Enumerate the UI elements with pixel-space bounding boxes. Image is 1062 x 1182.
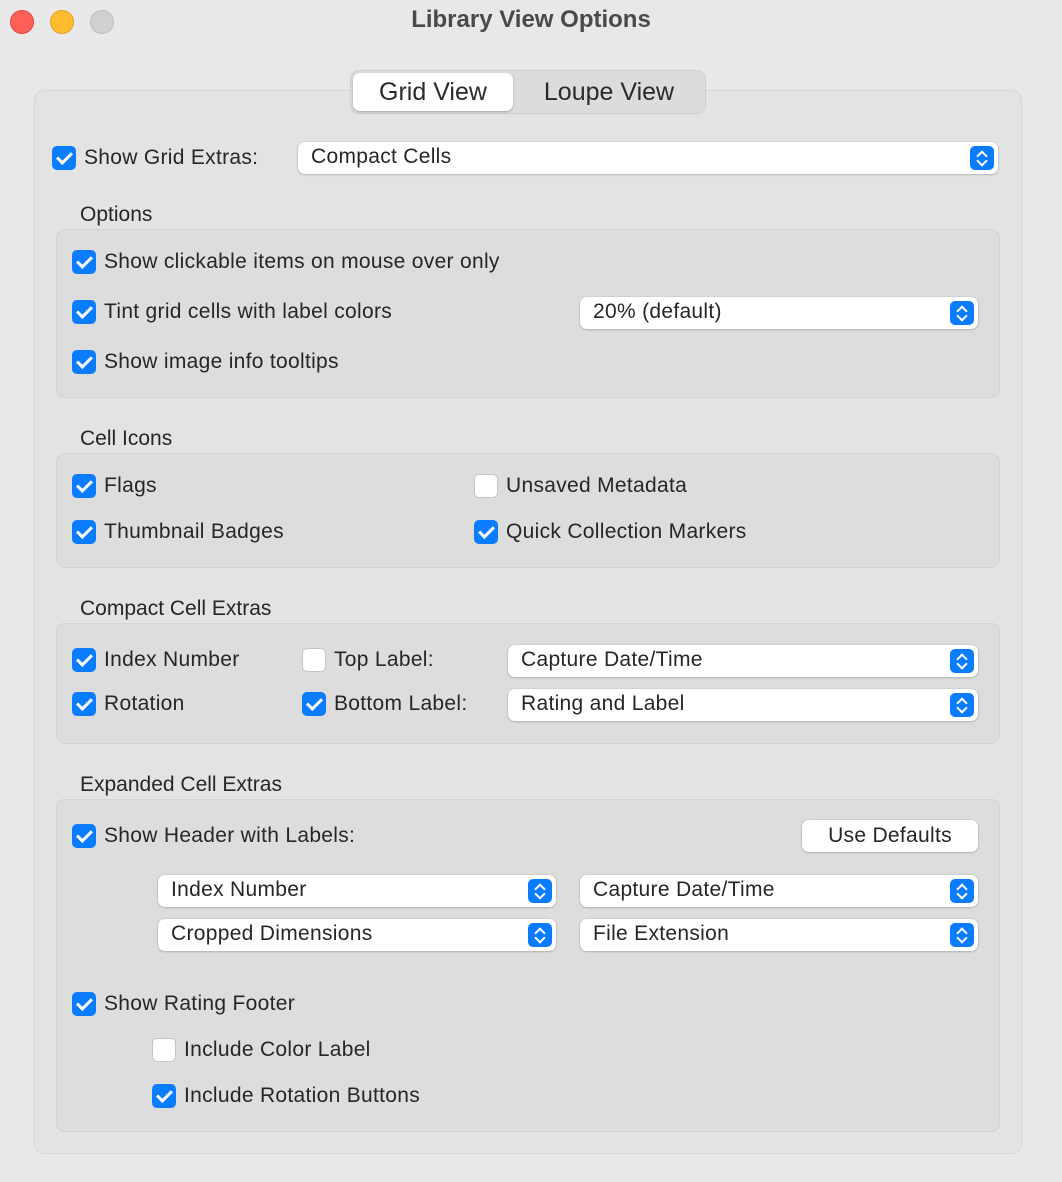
- show-header-label: Show Header with Labels:: [104, 824, 356, 847]
- bottom-label-label: Bottom Label:: [334, 692, 468, 715]
- rating-footer-label: Show Rating Footer: [104, 992, 295, 1015]
- header-label-1-select[interactable]: [158, 875, 556, 907]
- quick-collection-checkbox[interactable]: [474, 520, 498, 544]
- header-label-3-value: Cropped Dimensions: [171, 922, 373, 945]
- top-label-label: Top Label:: [334, 648, 434, 671]
- grid-extras-select-value: Compact Cells: [311, 145, 452, 168]
- flags-label: Flags: [104, 474, 157, 497]
- unsaved-metadata-label: Unsaved Metadata: [506, 474, 688, 497]
- tab-loupe-view[interactable]: Loupe View: [543, 78, 675, 106]
- top-label-select-value: Capture Date/Time: [521, 648, 703, 671]
- include-color-label-checkbox[interactable]: [152, 1038, 176, 1062]
- show-grid-extras-label: Show Grid Extras:: [84, 146, 259, 169]
- index-number-checkbox[interactable]: [72, 648, 96, 672]
- grid-extras-select[interactable]: [298, 142, 998, 174]
- chevron-updown-icon: [970, 146, 994, 170]
- compact-extras-section-title: Compact Cell Extras: [80, 597, 272, 620]
- header-label-2-value: Capture Date/Time: [593, 878, 775, 901]
- header-label-4-value: File Extension: [593, 922, 730, 945]
- chevron-updown-icon: [950, 301, 974, 325]
- tab-grid-view[interactable]: Grid View: [353, 73, 513, 111]
- view-tabs: [350, 70, 706, 114]
- chevron-updown-icon: [950, 923, 974, 947]
- quick-collection-label: Quick Collection Markers: [506, 520, 747, 543]
- tint-cells-checkbox[interactable]: [72, 300, 96, 324]
- header-label-4-select[interactable]: [580, 919, 978, 951]
- top-label-select[interactable]: [508, 645, 978, 677]
- clickable-items-label: Show clickable items on mouse over only: [104, 250, 500, 273]
- bottom-label-select[interactable]: [508, 689, 978, 721]
- image-tooltips-checkbox[interactable]: [72, 350, 96, 374]
- header-label-2-select[interactable]: [580, 875, 978, 907]
- chevron-updown-icon: [950, 879, 974, 903]
- include-rotation-buttons-checkbox[interactable]: [152, 1084, 176, 1108]
- image-tooltips-label: Show image info tooltips: [104, 350, 339, 373]
- tint-amount-select-value: 20% (default): [593, 300, 722, 323]
- bottom-label-checkbox[interactable]: [302, 692, 326, 716]
- clickable-items-checkbox[interactable]: [72, 250, 96, 274]
- chevron-updown-icon: [950, 649, 974, 673]
- chevron-updown-icon: [950, 693, 974, 717]
- options-section-title: Options: [80, 203, 153, 226]
- title-bar: [0, 0, 1062, 46]
- tint-amount-select[interactable]: [580, 297, 978, 329]
- flags-checkbox[interactable]: [72, 474, 96, 498]
- expanded-extras-section-title: Expanded Cell Extras: [80, 773, 282, 796]
- chevron-updown-icon: [528, 923, 552, 947]
- header-label-3-select[interactable]: [158, 919, 556, 951]
- compact-extras-group: [56, 623, 1000, 744]
- include-rotation-buttons-label: Include Rotation Buttons: [184, 1084, 421, 1107]
- chevron-updown-icon: [528, 879, 552, 903]
- cell-icons-section-title: Cell Icons: [80, 427, 173, 450]
- tint-cells-label: Tint grid cells with label colors: [104, 300, 393, 323]
- cell-icons-group: [56, 453, 1000, 568]
- use-defaults-button[interactable]: Use Defaults: [802, 820, 978, 852]
- rating-footer-checkbox[interactable]: [72, 992, 96, 1016]
- rotation-checkbox[interactable]: [72, 692, 96, 716]
- thumbnail-badges-checkbox[interactable]: [72, 520, 96, 544]
- include-color-label-label: Include Color Label: [184, 1038, 371, 1061]
- rotation-label: Rotation: [104, 692, 185, 715]
- window-title: Library View Options: [411, 6, 651, 33]
- thumbnail-badges-label: Thumbnail Badges: [104, 520, 284, 543]
- bottom-label-select-value: Rating and Label: [521, 692, 685, 715]
- show-header-checkbox[interactable]: [72, 824, 96, 848]
- unsaved-metadata-checkbox[interactable]: [474, 474, 498, 498]
- header-label-1-value: Index Number: [171, 878, 307, 901]
- index-number-label: Index Number: [104, 648, 240, 671]
- show-grid-extras-checkbox[interactable]: [52, 146, 76, 170]
- top-label-checkbox[interactable]: [302, 648, 326, 672]
